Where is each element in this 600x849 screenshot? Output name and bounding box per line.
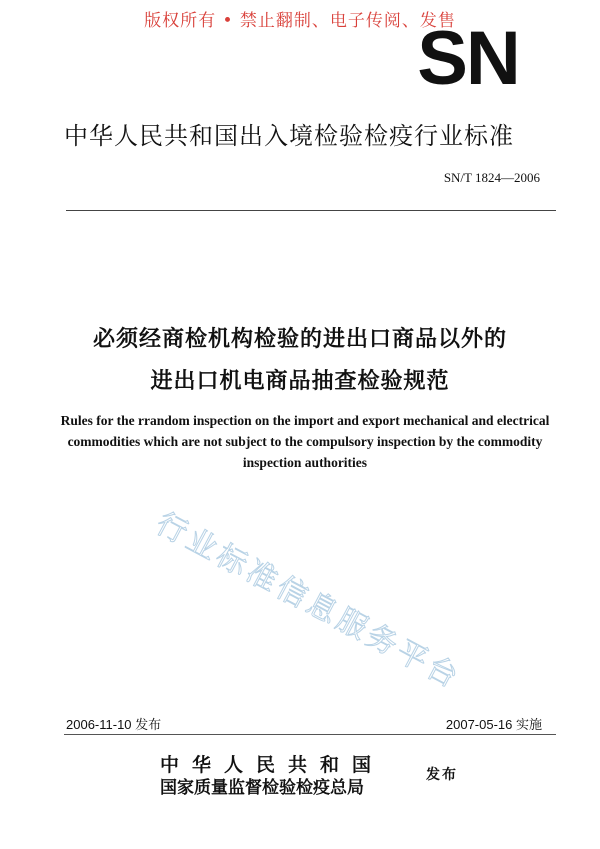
watermark: [150, 500, 510, 700]
header-divider: [66, 210, 556, 211]
implementation-date: 2007-05-16 实施: [445, 717, 542, 732]
issuer-country: 中华人民共和国: [160, 754, 385, 776]
issue-date: 2006-11-10 发布: [66, 717, 162, 732]
sn-logo-text: SN: [417, 26, 519, 88]
title-en: Rules for the rrandom inspection on the import and export mechanical and electrical commodities which are not subject to the compulsory inspection by the commodity inspection authorities: [60, 413, 550, 470]
issued-label: 发布: [426, 767, 458, 783]
standard-code: SN/T 1824—2006: [443, 170, 540, 185]
standard-category: 中华人民共和国出入境检验检疫行业标准: [64, 122, 514, 150]
copyright-notice: 版权所有 • 禁止翻制、电子传阅、发售: [144, 11, 456, 31]
footer-divider: [64, 734, 556, 735]
issuer-agency: 国家质量监督检验检疫总局: [160, 778, 364, 798]
title-cn-line2: 进出口机电商品抽查检验规范: [150, 369, 450, 394]
sn-logo: [408, 26, 528, 88]
title-cn-line1: 必须经商检机构检验的进出口商品以外的: [92, 327, 507, 352]
watermark-text: 行业标准信息服务平台: [150, 506, 467, 697]
